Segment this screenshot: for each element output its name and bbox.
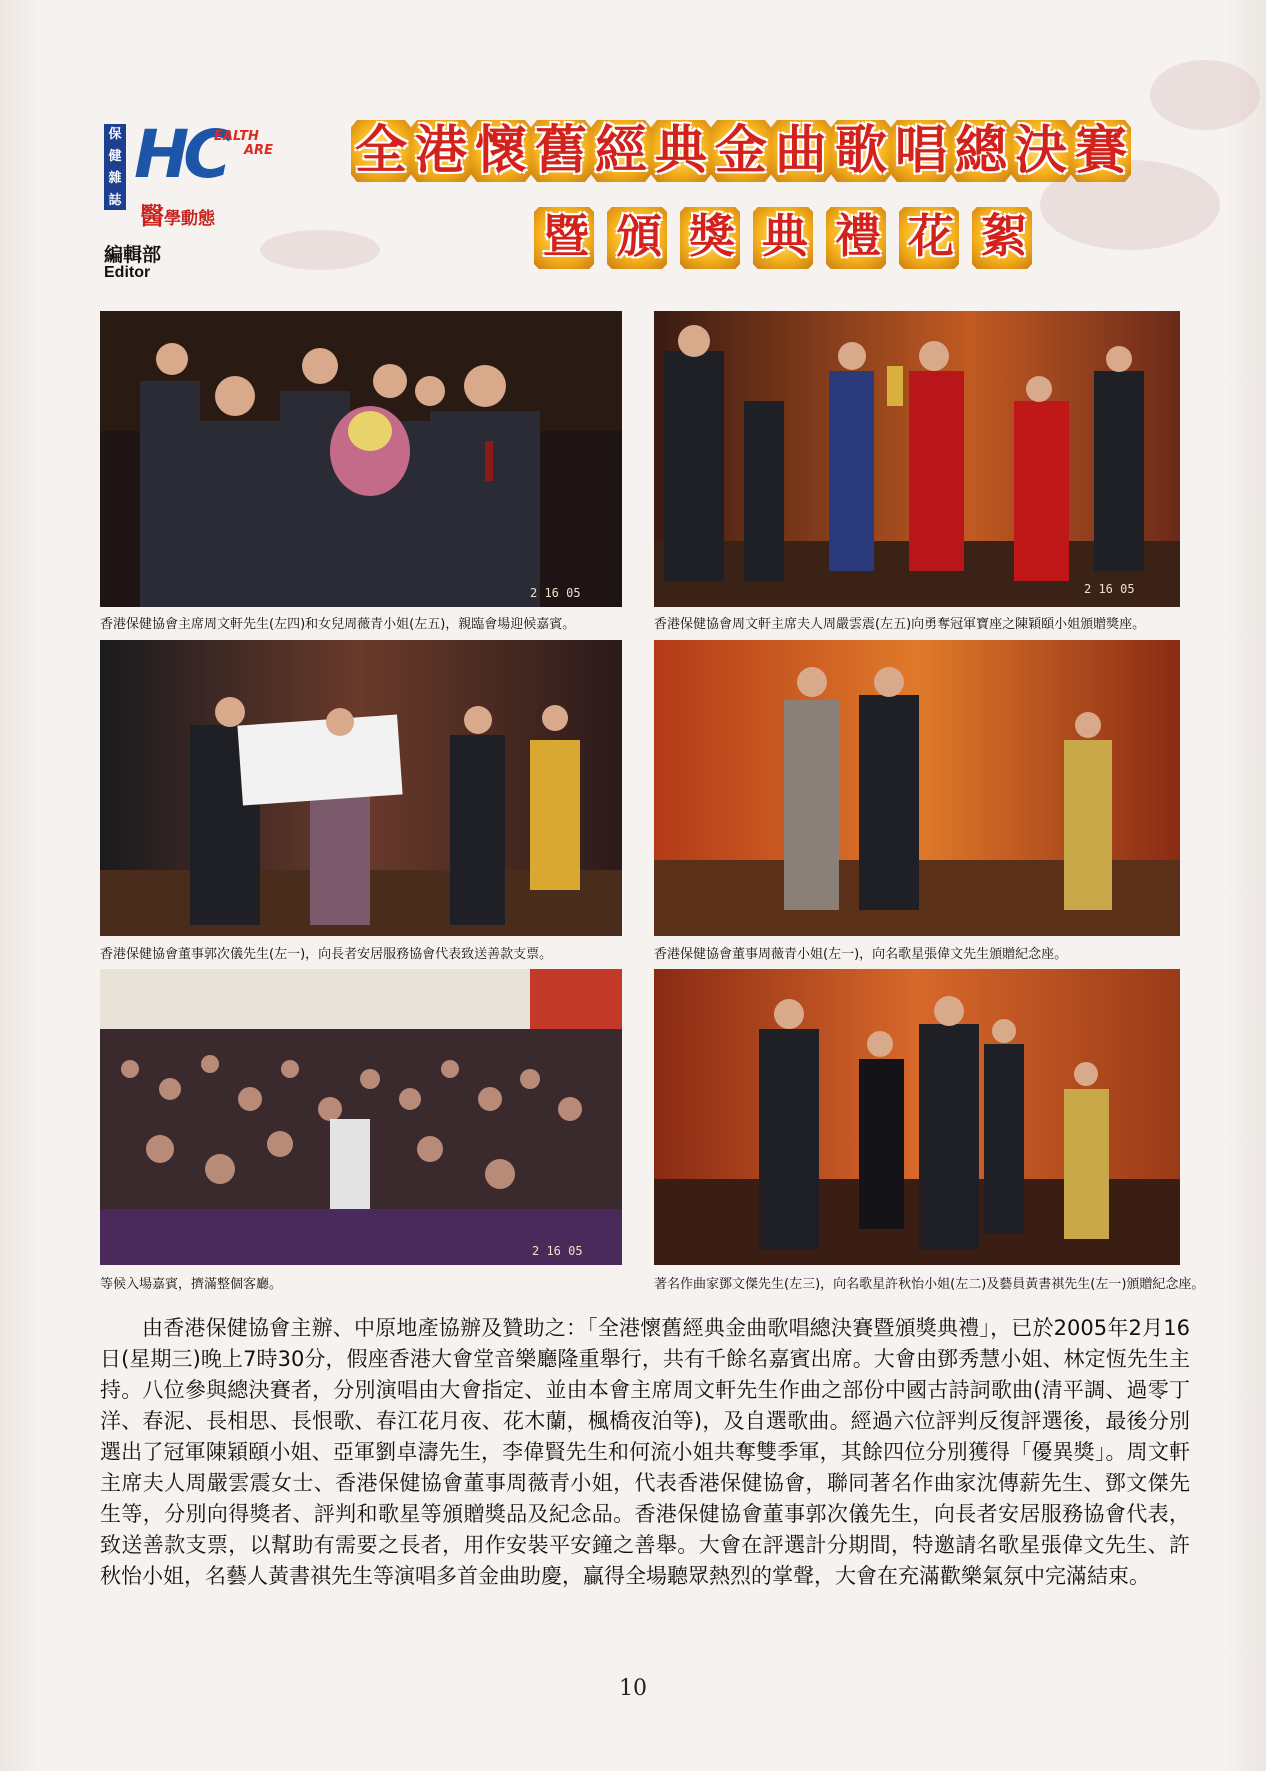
photo-singer-award bbox=[654, 640, 1180, 936]
article-body bbox=[100, 1313, 1190, 1592]
logo-medic-big: 醫 bbox=[140, 202, 164, 230]
title-character: 典 bbox=[755, 205, 815, 267]
photo-donation-cheque bbox=[100, 640, 622, 936]
article-paragraph: 由香港保健協會主辦、中原地產協辦及贊助之：「全港懷舊經典金曲歌唱總決賽暨頒獎典禮」，已於2005年2月16日(星期三)晚上7時30分，假座香港大會堂音樂廳隆重舉行，共有千餘名嘉賓出席。大會由鄧秀慧小姐、林定恆先生主持。八位參與總決賽者，分別演唱由大會指定、並由本會主席周文軒先生作曲之部份中國古詩詞歌曲(清平調、過零丁洋、春泥、長相思、長恨歌、春江花月夜、花木蘭，楓橋夜泊等)，及自選歌曲。經過六位評判反復評選後，最後分別選出了冠軍陳穎頤小姐、亞軍劉卓濤先生，李偉賢先生和何流小姐共奪雙季軍，其餘四位分別獲得「優異獎」。周文軒主席夫人周嚴雲震女士、香港保健協會董事周薇青小姐，代表香港保健協會，聯同著名作曲家沈傳薪先生、鄧文傑先生等，分別向得獎者、評判和歌星等頒贈獎品及紀念品。香港保健協會董事郭次儀先生，向長者安居服務協會代表，致送善款支票，以幫助有需要之長者，用作安裝平安鐘之善舉。大會在評選計分期間，特邀請名歌星張偉文先生、許秋怡小姐，名藝人黃書祺先生等演唱多首金曲助慶，贏得全場聽眾熱烈的掌聲，大會在充滿歡樂氣氛中完滿結束。 bbox=[100, 1316, 1190, 1588]
article-title-line-2 bbox=[536, 205, 1047, 267]
background-decoration bbox=[1150, 60, 1260, 130]
title-character: 歌 bbox=[833, 118, 889, 184]
photo-caption: 香港保健協會周文軒主席夫人周嚴雲震(左五)向勇奪冠軍寶座之陳穎頤小姐頒贈獎座。 bbox=[654, 617, 1146, 632]
photo-caption: 香港保健協會董事周薇青小姐(左一)，向名歌星張偉文先生頒贈紀念座。 bbox=[654, 947, 1068, 962]
logo-sub-top: EALTH bbox=[214, 129, 259, 144]
logo-health-care bbox=[214, 130, 273, 158]
photo-caption: 香港保健協會董事郭次儀先生(左一)，向長者安居服務協會代表致送善款支票。 bbox=[100, 947, 553, 962]
logo-medic-small: 學動態 bbox=[164, 209, 215, 229]
logo-vertical-label: 保健雜誌 bbox=[104, 124, 126, 210]
title-character: 全 bbox=[353, 118, 409, 184]
photo-champion-award bbox=[654, 311, 1180, 607]
title-character: 金 bbox=[713, 118, 769, 184]
article-title-line-1 bbox=[353, 118, 1133, 184]
logo-section-name bbox=[140, 196, 215, 231]
title-character: 賽 bbox=[1073, 118, 1129, 184]
title-character: 總 bbox=[953, 118, 1009, 184]
photo-date-stamp: 2 16 05 bbox=[530, 586, 581, 600]
photo-date-stamp: 2 16 05 bbox=[532, 1244, 583, 1258]
title-character: 舊 bbox=[533, 118, 589, 184]
logo-sub-bottom: ARE bbox=[244, 143, 273, 158]
magazine-logo bbox=[104, 116, 294, 230]
photo-composer-award bbox=[654, 969, 1180, 1265]
editor-label-en: Editor bbox=[104, 264, 151, 281]
title-character: 曲 bbox=[773, 118, 829, 184]
editor-label-zh: 編輯部 bbox=[104, 244, 162, 266]
title-character: 經 bbox=[593, 118, 649, 184]
photo-guests-welcome bbox=[100, 311, 622, 607]
title-character: 港 bbox=[413, 118, 469, 184]
title-character: 絮 bbox=[974, 205, 1034, 267]
title-character: 花 bbox=[901, 205, 961, 267]
photo-date-stamp: 2 16 05 bbox=[1084, 582, 1135, 596]
title-character: 懷 bbox=[473, 118, 529, 184]
title-character: 頒 bbox=[609, 205, 669, 267]
title-character: 決 bbox=[1013, 118, 1069, 184]
photo-crowd-hall bbox=[100, 969, 622, 1265]
photo-caption: 香港保健協會主席周文軒先生(左四)和女兒周薇青小姐(左五)，親臨會場迎候嘉賓。 bbox=[100, 617, 576, 632]
photo-caption: 著名作曲家鄧文傑先生(左三)，向名歌星許秋怡小姐(左二)及藝員黃書祺先生(左一)頒贈紀念座。 bbox=[654, 1277, 1205, 1292]
title-character: 獎 bbox=[682, 205, 742, 267]
page-number: 10 bbox=[619, 1676, 647, 1701]
photo-caption: 等候入場嘉賓，擠滿整個客廳。 bbox=[100, 1277, 283, 1292]
title-character: 唱 bbox=[893, 118, 949, 184]
title-character: 禮 bbox=[828, 205, 888, 267]
logo-hc: HC bbox=[134, 116, 226, 193]
background-decoration bbox=[260, 230, 380, 270]
title-character: 典 bbox=[653, 118, 709, 184]
title-character: 暨 bbox=[536, 205, 596, 267]
